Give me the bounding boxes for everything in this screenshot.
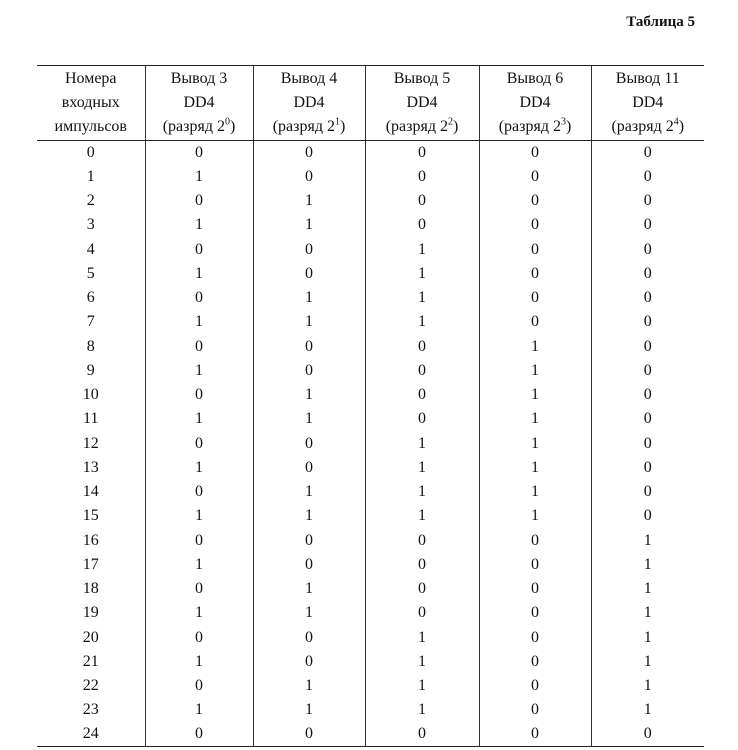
table-row [37,529,704,553]
header-line: DD4 [519,94,551,111]
pulse-number-cell: 21 [82,652,99,670]
table-header [37,66,704,141]
header-bit-exponent: 0 [224,116,230,128]
pin-4-cell: 1 [253,189,365,213]
pulse-number-cell: 4 [86,240,95,258]
pin-4-cell: 1 [253,504,365,528]
pin-6-cell: 1 [479,335,591,359]
pin-4-cell: 1 [253,310,365,334]
header-line: Вывод 3 [170,70,228,87]
pin-5-cell: 1 [365,262,479,286]
pulse-number-cell: 2 [86,192,95,210]
pin-6-cell: 0 [479,310,591,334]
pin-3-cell: 0 [145,189,253,213]
pin-11-cell: 0 [591,383,704,407]
pin-11-cell: 1 [591,626,704,650]
header-line: DD4 [183,94,215,111]
pin-4-cell: 0 [253,650,365,674]
pin-11-cell: 0 [591,189,704,213]
table-row [37,262,704,286]
pin-5-cell: 0 [365,335,479,359]
pin-6-cell: 1 [479,504,591,528]
pin-6-cell: 0 [479,141,591,165]
pin-6-cell: 0 [479,698,591,722]
pin-6-cell: 0 [479,577,591,601]
pin-6-cell: 1 [479,480,591,504]
pin-3-cell: 0 [145,626,253,650]
pin-5-cell: 1 [365,480,479,504]
pin-5-cell: 0 [365,601,479,625]
pulse-number-cell: 9 [86,361,95,379]
header-bit-text: (разряд 2 [272,118,335,135]
pin-11-cell: 0 [591,286,704,310]
pin-3-cell: 1 [145,601,253,625]
pin-3-cell: 1 [145,359,253,383]
pin-11-cell: 0 [591,480,704,504]
pin-3-cell: 1 [145,407,253,431]
pin-5-cell: 1 [365,286,479,310]
pulse-number-cell: 10 [82,386,99,404]
pin-5-cell: 1 [365,456,479,480]
pin-5-cell: 1 [365,626,479,650]
pin-11-cell: 0 [591,359,704,383]
pin-3-cell: 0 [145,577,253,601]
pin-3-cell: 1 [145,504,253,528]
pin-6-cell: 0 [479,238,591,262]
header-pin-5 [365,66,479,141]
pin-6-cell: 0 [479,723,591,747]
pin-11-cell: 0 [591,407,704,431]
header-pin-6 [479,66,591,141]
pin-5-cell: 1 [365,650,479,674]
header-bit-line [482,115,589,139]
table-row [37,141,704,165]
pin-5-cell: 0 [365,723,479,747]
header-line: Вывод 11 [615,70,680,87]
pin-11-cell: 0 [591,238,704,262]
table-row [37,626,704,650]
pin-6-cell: 0 [479,650,591,674]
pin-5-cell: 1 [365,504,479,528]
pin-3-cell: 1 [145,698,253,722]
pin-6-cell: 0 [479,626,591,650]
table-row [37,359,704,383]
pulse-number-cell: 20 [82,628,99,646]
pin-6-cell: 1 [479,359,591,383]
pin-4-cell: 0 [253,432,365,456]
header-line: Номера [64,70,117,87]
pin-5-cell: 0 [365,165,479,189]
header-bit-text: (разряд 2 [162,118,225,135]
header-line: Вывод 5 [393,70,451,87]
pin-11-cell: 1 [591,529,704,553]
table-row [37,698,704,722]
table-row [37,601,704,625]
pin-4-cell: 1 [253,480,365,504]
pulse-number-cell: 6 [86,289,95,307]
pin-6-cell: 1 [479,383,591,407]
table-row [37,213,704,237]
header-bit-text: (разряд 2 [498,118,561,135]
pulse-number-cell: 5 [86,264,95,282]
pin-11-cell: 0 [591,723,704,747]
pin-5-cell: 0 [365,407,479,431]
table-row [37,432,704,456]
table-row [37,310,704,334]
pin-4-cell: 0 [253,262,365,286]
pulse-table [37,65,704,747]
pin-3-cell: 0 [145,238,253,262]
table-row [37,165,704,189]
header-line: DD4 [406,94,438,111]
header-bit-exponent: 3 [560,116,566,128]
pin-4-cell: 0 [253,456,365,480]
header-row [37,66,704,141]
pulse-number-cell: 15 [82,507,99,525]
pin-4-cell: 1 [253,213,365,237]
header-bit-exponent: 1 [334,116,340,128]
header-pin-4 [253,66,365,141]
pin-3-cell: 0 [145,674,253,698]
pin-11-cell: 1 [591,577,704,601]
header-line: DD4 [293,94,325,111]
pin-4-cell: 0 [253,141,365,165]
pin-5-cell: 1 [365,698,479,722]
table-row [37,238,704,262]
header-bit-line [148,115,251,139]
pin-11-cell: 1 [591,674,704,698]
pin-6-cell: 1 [479,456,591,480]
pin-5-cell: 0 [365,189,479,213]
pin-6-cell: 0 [479,213,591,237]
pin-5-cell: 1 [365,310,479,334]
pin-11-cell: 0 [591,504,704,528]
pin-6-cell: 0 [479,189,591,213]
pulse-number-cell: 17 [82,555,99,573]
header-bit-line [594,115,703,139]
pin-3-cell: 0 [145,335,253,359]
table-row [37,383,704,407]
pin-3-cell: 1 [145,262,253,286]
pin-5-cell: 1 [365,432,479,456]
pin-4-cell: 1 [253,286,365,310]
pin-11-cell: 0 [591,310,704,334]
pin-6-cell: 0 [479,553,591,577]
pulse-number-cell: 7 [86,313,95,331]
pin-4-cell: 0 [253,335,365,359]
pin-3-cell: 0 [145,141,253,165]
pin-5-cell: 1 [365,238,479,262]
pin-3-cell: 0 [145,529,253,553]
pin-4-cell: 0 [253,626,365,650]
pin-5-cell: 1 [365,674,479,698]
pin-6-cell: 0 [479,529,591,553]
pin-11-cell: 0 [591,456,704,480]
pin-11-cell: 0 [591,165,704,189]
pulse-number-cell: 18 [82,580,99,598]
pulse-number-cell: 14 [82,483,99,501]
header-bit-line [368,115,477,139]
table-row [37,650,704,674]
header-pin-11 [591,66,704,141]
pin-4-cell: 0 [253,723,365,747]
pin-5-cell: 0 [365,213,479,237]
header-bit-text: (разряд 2 [385,118,448,135]
pulse-number-cell: 13 [82,458,99,476]
pin-6-cell: 0 [479,674,591,698]
pin-3-cell: 1 [145,553,253,577]
header-input-pulses [37,66,145,141]
pin-6-cell: 0 [479,601,591,625]
pin-5-cell: 0 [365,383,479,407]
pulse-number-cell: 1 [86,167,95,185]
pin-3-cell: 0 [145,480,253,504]
pin-4-cell: 1 [253,698,365,722]
table-row [37,577,704,601]
pin-11-cell: 1 [591,601,704,625]
pulse-number-cell: 16 [82,531,99,549]
pulse-number-cell: 23 [82,701,99,719]
pin-4-cell: 1 [253,601,365,625]
pin-5-cell: 0 [365,577,479,601]
header-line: Вывод 6 [506,70,564,87]
pin-11-cell: 1 [591,553,704,577]
header-line: импульсов [54,118,127,135]
pin-11-cell: 0 [591,262,704,286]
pin-11-cell: 0 [591,141,704,165]
header-line: входных [61,94,120,111]
table-row [37,189,704,213]
table-row [37,480,704,504]
header-line: DD4 [632,94,664,111]
pin-4-cell: 0 [253,553,365,577]
pulse-number-cell: 3 [86,216,95,234]
pin-3-cell: 1 [145,213,253,237]
table-body [37,141,704,747]
pulse-number-cell: 8 [86,337,95,355]
header-bit-close: ) [565,118,572,135]
pulse-number-cell: 0 [86,143,95,161]
pin-4-cell: 1 [253,577,365,601]
pulse-number-cell: 12 [82,434,99,452]
table-row [37,286,704,310]
pin-3-cell: 0 [145,383,253,407]
pulse-number-cell: 11 [83,410,99,428]
pin-6-cell: 0 [479,286,591,310]
pin-3-cell: 0 [145,286,253,310]
pin-11-cell: 0 [591,432,704,456]
pin-11-cell: 0 [591,213,704,237]
header-bit-text: (разряд 2 [611,118,674,135]
pin-5-cell: 0 [365,359,479,383]
header-bit-line [256,115,363,139]
header-line: Вывод 4 [280,70,338,87]
pulse-number-cell: 22 [82,677,99,695]
pin-3-cell: 1 [145,165,253,189]
pin-6-cell: 1 [479,407,591,431]
pulse-number-cell: 24 [37,723,145,747]
pin-5-cell: 0 [365,141,479,165]
pin-6-cell: 0 [479,262,591,286]
pulse-number-cell: 19 [82,604,99,622]
header-pin-3 [145,66,253,141]
pin-3-cell: 0 [145,432,253,456]
pin-4-cell: 0 [253,238,365,262]
table-row [37,335,704,359]
pin-3-cell: 1 [145,456,253,480]
pin-3-cell: 1 [145,650,253,674]
table-row [37,407,704,431]
header-bit-close: ) [229,118,236,135]
pin-11-cell: 0 [591,335,704,359]
pin-3-cell: 0 [145,723,253,747]
pin-5-cell: 0 [365,529,479,553]
pin-6-cell: 1 [479,432,591,456]
pin-6-cell: 0 [479,165,591,189]
pin-4-cell: 1 [253,383,365,407]
table-caption: Таблица 5 [626,14,695,30]
header-bit-close: ) [452,118,459,135]
pin-4-cell: 0 [253,165,365,189]
table-row [37,504,704,528]
table-row [37,553,704,577]
pin-5-cell: 0 [365,553,479,577]
pin-3-cell: 1 [145,310,253,334]
pin-11-cell: 1 [591,698,704,722]
pin-4-cell: 1 [253,407,365,431]
table-row [37,674,704,698]
pin-4-cell: 0 [253,529,365,553]
header-bit-close: ) [678,118,685,135]
pin-11-cell: 1 [591,650,704,674]
header-bit-close: ) [339,118,346,135]
table-row [37,723,704,747]
header-bit-exponent: 2 [447,116,453,128]
pin-4-cell: 1 [253,674,365,698]
pin-4-cell: 0 [253,359,365,383]
header-bit-exponent: 4 [673,116,679,128]
table-row [37,456,704,480]
